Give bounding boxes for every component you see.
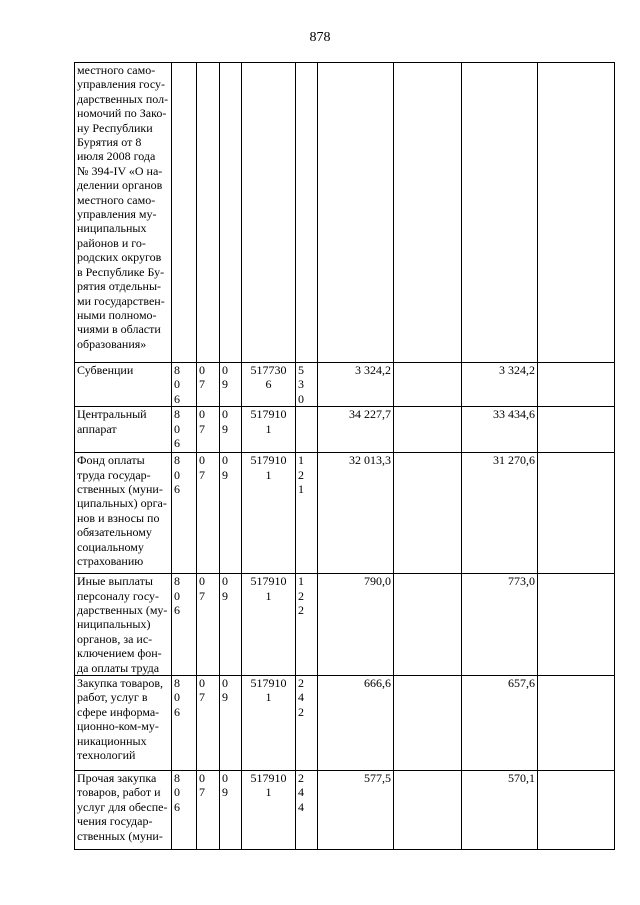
row-name-line: районов и го-	[77, 235, 146, 250]
subsection-code-cell	[220, 363, 242, 407]
row-name-line: услуг для обеспе-	[77, 799, 168, 814]
grbs-code-digit: 0	[174, 785, 180, 800]
target-article-cell	[242, 363, 296, 407]
subsection-code-cell	[220, 771, 242, 850]
expense-type-cell	[296, 771, 318, 850]
section-code-cell	[197, 771, 220, 850]
amount-cell-2	[462, 63, 538, 363]
row-name-line: ниципальных)	[77, 617, 151, 632]
row-name-line: местного само-	[77, 63, 156, 77]
row-name-line: местного само-	[77, 192, 156, 207]
row-name-line: страхованию	[77, 554, 144, 569]
page-number: 878	[309, 30, 331, 45]
grbs-code-cell	[172, 453, 197, 574]
row-name-line: ми государствен-	[77, 293, 165, 308]
grbs-code-digit: 8	[174, 407, 180, 422]
expense-type-digit: 2	[298, 603, 304, 618]
empty-cell	[394, 676, 462, 771]
row-name-line: нов и взносы по	[77, 510, 160, 525]
target-article-cell	[242, 771, 296, 850]
row-name-line: ственных (муни-	[77, 828, 163, 843]
expense-type-digit: 4	[298, 690, 304, 705]
target-article-digit: 517730	[250, 363, 287, 377]
target-article-cell	[242, 676, 296, 771]
grbs-code-digit: 8	[174, 453, 180, 468]
grbs-code-digit: 8	[174, 771, 180, 786]
expense-type-digit: 5	[298, 363, 304, 377]
row-name-line: сфере информа-	[77, 704, 160, 719]
row-name-line: ключением фон-	[77, 646, 162, 661]
subsection-code-cell	[220, 407, 242, 453]
target-article-cell	[242, 407, 296, 453]
target-article-cell	[242, 63, 296, 363]
table-row	[75, 771, 615, 850]
expense-type-digit: 3	[298, 377, 304, 392]
target-article-digit: 517910	[250, 574, 287, 589]
empty-cell	[394, 363, 462, 407]
subsection-code-digit: 0	[222, 771, 228, 786]
section-code-cell	[197, 574, 220, 676]
amount-cell-2: 773,0	[462, 574, 538, 676]
row-name-line: ниципальных	[77, 221, 147, 236]
subsection-code-cell	[220, 574, 242, 676]
row-name-line: дарственных пол-	[77, 91, 169, 106]
grbs-code-cell	[172, 574, 197, 676]
row-name-line: Субвенции	[77, 363, 134, 377]
section-code-digit: 7	[199, 588, 205, 603]
empty-cell	[394, 771, 462, 850]
target-article-digit: 517910	[250, 771, 287, 786]
expense-type-digit: 2	[298, 588, 304, 603]
subsection-code-digit: 0	[222, 574, 228, 589]
grbs-code-digit: 6	[174, 391, 180, 406]
row-name-line: дарственных (му-	[77, 603, 168, 618]
empty-cell	[538, 407, 615, 453]
row-name-cell	[75, 676, 172, 771]
target-article-digit: 6	[265, 377, 272, 392]
table-row	[75, 63, 615, 363]
subsection-code-digit: 9	[222, 588, 228, 603]
grbs-code-digit: 6	[174, 799, 180, 814]
section-code-digit: 7	[199, 785, 205, 800]
row-name-line: рятия отдельны-	[77, 279, 162, 294]
row-name-line: Закупка товаров,	[77, 676, 163, 691]
target-article-digit: 1	[265, 785, 272, 800]
row-name-line: ственных (муни-	[77, 482, 163, 497]
section-code-cell	[197, 453, 220, 574]
amount-cell-1: 790,0	[318, 574, 394, 676]
expense-type-cell	[296, 676, 318, 771]
empty-cell	[394, 453, 462, 574]
target-article-digit: 517910	[250, 676, 287, 691]
grbs-code-cell	[172, 407, 197, 453]
expense-type-digit: 0	[298, 391, 304, 406]
expense-type-cell	[296, 63, 318, 363]
empty-cell	[538, 63, 615, 363]
row-name-line: никационных	[77, 733, 147, 748]
row-name-line: июля 2008 года	[77, 149, 156, 164]
amount-cell-1: 3 324,2	[318, 363, 394, 407]
row-name-line: управления госу-	[77, 77, 166, 92]
section-code-digit: 7	[199, 377, 205, 392]
row-name-cell	[75, 63, 172, 363]
amount-cell-1: 32 013,3	[318, 453, 394, 574]
grbs-code-cell	[172, 771, 197, 850]
section-code-digit: 0	[199, 453, 205, 468]
row-name-line: органов, за ис-	[77, 631, 153, 646]
row-name-line: образования»	[77, 336, 147, 351]
expense-type-digit: 2	[298, 467, 304, 482]
target-article-cell	[242, 453, 296, 574]
expense-type-cell	[296, 363, 318, 407]
section-code-digit: 0	[199, 676, 205, 691]
empty-cell	[538, 771, 615, 850]
amount-cell-1	[318, 63, 394, 363]
row-name-line: да оплаты труда	[77, 660, 160, 675]
row-name-cell	[75, 574, 172, 676]
amount-cell-2: 3 324,2	[462, 363, 538, 407]
expense-type-digit: 4	[298, 799, 304, 814]
grbs-code-cell	[172, 363, 197, 407]
grbs-code-digit: 8	[174, 676, 180, 691]
row-name-line: Прочая закупка	[77, 771, 157, 786]
subsection-code-digit: 9	[222, 690, 228, 705]
row-name-line: персоналу госу-	[77, 588, 160, 603]
section-code-cell	[197, 63, 220, 363]
table-row	[75, 407, 615, 453]
amount-cell-2: 570,1	[462, 771, 538, 850]
subsection-code-digit: 9	[222, 467, 228, 482]
target-article-digit: 517910	[250, 453, 287, 468]
section-code-digit: 7	[199, 421, 205, 436]
expense-type-cell	[296, 574, 318, 676]
target-article-digit: 1	[265, 467, 272, 482]
row-name-line: товаров, работ и	[77, 785, 161, 800]
subsection-code-digit: 9	[222, 421, 228, 436]
subsection-code-digit: 9	[222, 785, 228, 800]
row-name-line: родских округов	[77, 250, 162, 265]
grbs-code-digit: 0	[174, 690, 180, 705]
empty-cell	[538, 453, 615, 574]
subsection-code-digit: 0	[222, 453, 228, 468]
section-code-cell	[197, 407, 220, 453]
row-name-line: технологий	[77, 748, 136, 763]
section-code-digit: 7	[199, 690, 205, 705]
row-name-line: ну Республики	[77, 120, 153, 135]
target-article-digit: 1	[265, 690, 272, 705]
amount-cell-2: 31 270,6	[462, 453, 538, 574]
table-row	[75, 574, 615, 676]
expense-type-digit: 2	[298, 771, 304, 786]
grbs-code-digit: 0	[174, 467, 180, 482]
grbs-code-digit: 6	[174, 436, 180, 451]
section-code-cell	[197, 676, 220, 771]
row-name-line: ционно-ком-му-	[77, 719, 159, 734]
expense-type-digit: 1	[298, 574, 304, 589]
row-name-line: Фонд оплаты	[77, 453, 145, 468]
grbs-code-digit: 0	[174, 377, 180, 392]
budget-table	[74, 62, 615, 850]
empty-cell	[538, 363, 615, 407]
target-article-digit: 1	[265, 421, 272, 436]
row-name-line: чиями в области	[77, 322, 161, 337]
row-name-line: чения государ-	[77, 814, 153, 829]
subsection-code-digit: 0	[222, 407, 228, 422]
row-name-cell	[75, 453, 172, 574]
row-name-line: ными полномо-	[77, 307, 157, 322]
grbs-code-digit: 6	[174, 482, 180, 497]
row-name-line: в Республике Бу-	[77, 264, 165, 279]
table-row	[75, 363, 615, 407]
row-name-line: делении органов	[77, 178, 163, 193]
row-name-cell	[75, 771, 172, 850]
empty-cell	[394, 63, 462, 363]
section-code-cell	[197, 363, 220, 407]
section-code-digit: 7	[199, 467, 205, 482]
row-name-line: социальному	[77, 539, 144, 554]
grbs-code-digit: 8	[174, 574, 180, 589]
subsection-code-cell	[220, 63, 242, 363]
subsection-code-digit: 0	[222, 363, 228, 377]
subsection-code-cell	[220, 676, 242, 771]
section-code-digit: 0	[199, 363, 205, 377]
section-code-digit: 0	[199, 407, 205, 422]
empty-cell	[394, 407, 462, 453]
table-row	[75, 453, 615, 574]
grbs-code-cell	[172, 63, 197, 363]
expense-type-digit: 2	[298, 676, 304, 691]
empty-cell	[394, 574, 462, 676]
expense-type-digit: 1	[298, 482, 304, 497]
amount-cell-2: 33 434,6	[462, 407, 538, 453]
grbs-code-digit: 0	[174, 421, 180, 436]
grbs-code-digit: 8	[174, 363, 180, 377]
expense-type-cell	[296, 407, 318, 453]
row-name-line: обязательному	[77, 525, 152, 540]
grbs-code-cell	[172, 676, 197, 771]
empty-cell	[538, 676, 615, 771]
section-code-digit: 0	[199, 574, 205, 589]
row-name-line: ципальных) орга-	[77, 496, 167, 511]
expense-type-digit: 1	[298, 453, 304, 468]
expense-type-cell	[296, 453, 318, 574]
expense-type-digit: 2	[298, 704, 304, 719]
row-name-line: номочий по Зако-	[77, 106, 167, 121]
target-article-digit: 517910	[250, 407, 287, 422]
subsection-code-cell	[220, 453, 242, 574]
row-name-line: управления му-	[77, 207, 157, 222]
amount-cell-2: 657,6	[462, 676, 538, 771]
amount-cell-1: 577,5	[318, 771, 394, 850]
section-code-digit: 0	[199, 771, 205, 786]
row-name-line: аппарат	[77, 421, 117, 436]
row-name-line: труда государ-	[77, 467, 151, 482]
grbs-code-digit: 6	[174, 704, 180, 719]
empty-cell	[538, 574, 615, 676]
row-name-line: Центральный	[77, 407, 147, 422]
target-article-digit: 1	[265, 588, 272, 603]
row-name-line: работ, услуг в	[77, 690, 148, 705]
amount-cell-1: 34 227,7	[318, 407, 394, 453]
row-name-line: Иные выплаты	[77, 574, 153, 589]
expense-type-digit: 4	[298, 785, 304, 800]
target-article-cell	[242, 574, 296, 676]
subsection-code-digit: 0	[222, 676, 228, 691]
row-name-line: № 394-IV «О на-	[77, 163, 163, 178]
grbs-code-digit: 0	[174, 588, 180, 603]
grbs-code-digit: 6	[174, 603, 180, 618]
subsection-code-digit: 9	[222, 377, 228, 392]
row-name-cell	[75, 363, 172, 407]
amount-cell-1: 666,6	[318, 676, 394, 771]
row-name-line: Бурятия от 8	[77, 135, 142, 150]
table-row	[75, 676, 615, 771]
row-name-cell	[75, 407, 172, 453]
